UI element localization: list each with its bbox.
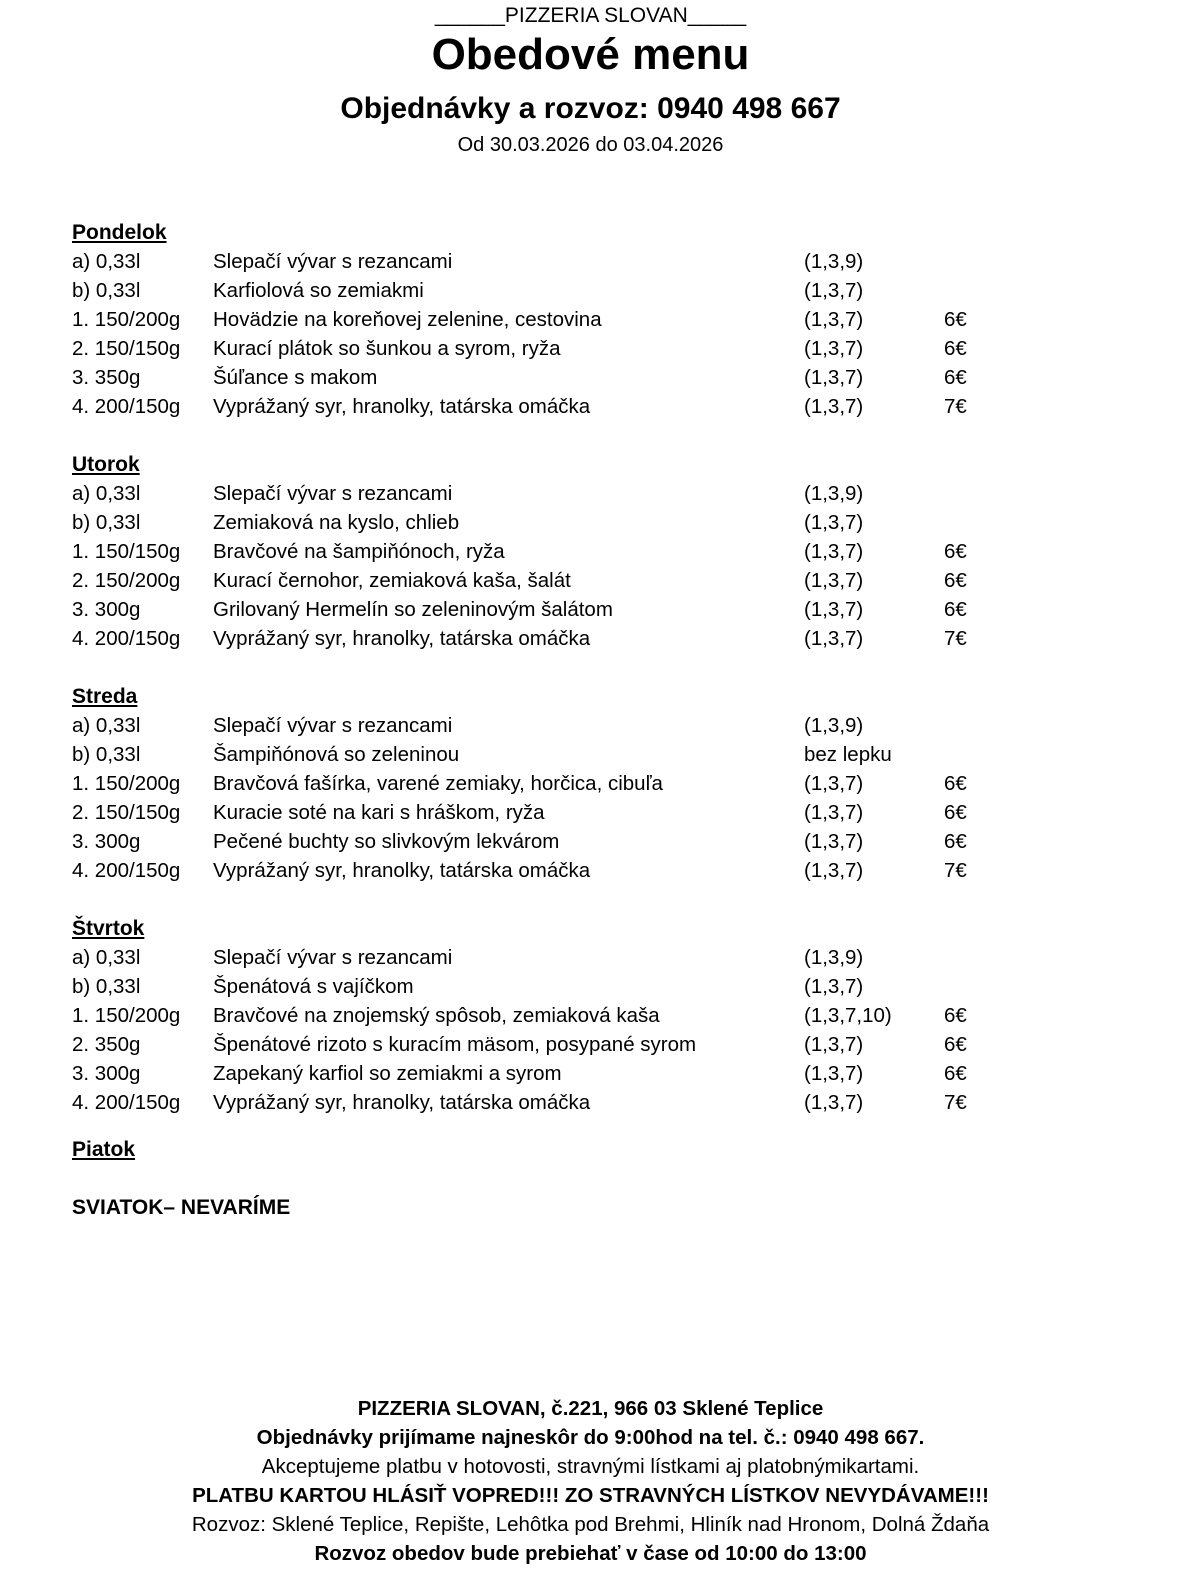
footer-hours: Rozvoz obedov bude prebiehať v čase od 10:00 do 13:00 — [314, 1542, 867, 1565]
allergens: (1,3,7) — [804, 1091, 864, 1114]
menu-item-row — [72, 508, 1112, 537]
brand-line: ______PIZZERIA SLOVAN_____ — [434, 4, 747, 27]
footer-orders: Objednávky prijímame najneskôr do 9:00hod na tel. č.: 0940 498 667. — [256, 1426, 925, 1449]
allergens: (1,3,7) — [804, 540, 864, 563]
allergens: (1,3,7) — [804, 337, 864, 360]
dish-name: Kuracie soté na kari s hráškom, ryža — [213, 801, 545, 824]
dish-name: Vyprážaný syr, hranolky, tatárska omáčka — [213, 395, 591, 418]
dish-name: Špenátová s vajíčkom — [213, 975, 414, 998]
portion: a) 0,33l — [72, 250, 141, 273]
portion: 3. 300g — [72, 830, 141, 853]
menu-item-row — [72, 1088, 1112, 1117]
portion: 3. 300g — [72, 598, 141, 621]
portion: 1. 150/200g — [72, 1004, 181, 1027]
day-name: Pondelok — [72, 221, 167, 244]
page-title: Obedové menu — [431, 30, 750, 79]
dish-name: Bravčová fašírka, varené zemiaky, horčica, cibuľa — [213, 772, 663, 795]
allergens: (1,3,7) — [804, 279, 864, 302]
dish-name: Grilovaný Hermelín so zeleninovým šalátom — [213, 598, 613, 621]
portion: 2. 150/150g — [72, 801, 181, 824]
price: 6€ — [944, 569, 967, 592]
dish-name: Slepačí vývar s rezancami — [213, 250, 453, 273]
menu-item-row — [72, 305, 1112, 334]
menu-item-row — [72, 276, 1112, 305]
date-range: Od 30.03.2026 do 03.04.2026 — [457, 134, 724, 156]
allergens: bez lepku — [804, 743, 892, 766]
menu-item-row — [72, 334, 1112, 363]
allergens: (1,3,7) — [804, 511, 864, 534]
footer — [0, 1394, 1181, 1568]
menu-item-row — [72, 798, 1112, 827]
portion: 1. 150/150g — [72, 540, 181, 563]
portion: a) 0,33l — [72, 482, 141, 505]
portion: a) 0,33l — [72, 946, 141, 969]
dish-name: Kurací plátok so šunkou a syrom, ryža — [213, 337, 561, 360]
holiday-note: SVIATOK– NEVARÍME — [72, 1196, 291, 1219]
dish-name: Pečené buchty so slivkovým lekvárom — [213, 830, 560, 853]
dish-name: Zemiaková na kyslo, chlieb — [213, 511, 460, 534]
day-name: Štvrtok — [72, 917, 145, 940]
price: 6€ — [944, 337, 967, 360]
allergens: (1,3,7,10) — [804, 1004, 892, 1027]
allergens: (1,3,7) — [804, 859, 864, 882]
allergens: (1,3,7) — [804, 801, 864, 824]
menu-item-row — [72, 363, 1112, 392]
price: 6€ — [944, 598, 967, 621]
allergens: (1,3,7) — [804, 569, 864, 592]
price: 6€ — [944, 1062, 967, 1085]
portion: 2. 150/150g — [72, 337, 181, 360]
menu-item-row — [72, 827, 1112, 856]
menu-item-row — [72, 1030, 1112, 1059]
allergens: (1,3,9) — [804, 714, 864, 737]
allergens: (1,3,7) — [804, 366, 864, 389]
price: 7€ — [944, 859, 967, 882]
menu-item-row — [72, 711, 1112, 740]
portion: 3. 350g — [72, 366, 141, 389]
footer-address: PIZZERIA SLOVAN, č.221, 966 03 Sklené Teplice — [357, 1397, 824, 1420]
menu-item-row — [72, 943, 1112, 972]
portion: 2. 350g — [72, 1033, 141, 1056]
price: 6€ — [944, 772, 967, 795]
portion: 2. 150/200g — [72, 569, 181, 592]
menu-item-row — [72, 1001, 1112, 1030]
menu-item-row — [72, 769, 1112, 798]
day-name: Piatok — [72, 1138, 136, 1161]
allergens: (1,3,7) — [804, 1062, 864, 1085]
portion: b) 0,33l — [72, 279, 141, 302]
price: 6€ — [944, 1033, 967, 1056]
footer-warning: PLATBU KARTOU HLÁSIŤ VOPRED!!! ZO STRAVNÝCH LÍSTKOV NEVYDÁVAME!!! — [192, 1484, 989, 1507]
dish-name: Slepačí vývar s rezancami — [213, 714, 453, 737]
day-section — [72, 682, 1112, 885]
price: 7€ — [944, 627, 967, 650]
price: 6€ — [944, 308, 967, 331]
portion: b) 0,33l — [72, 743, 141, 766]
price: 6€ — [944, 830, 967, 853]
price: 6€ — [944, 1004, 967, 1027]
price: 6€ — [944, 366, 967, 389]
menu-item-row — [72, 972, 1112, 1001]
dish-name: Bravčové na znojemský spôsob, zemiaková kaša — [213, 1004, 660, 1027]
allergens: (1,3,9) — [804, 946, 864, 969]
menu-item-row — [72, 740, 1112, 769]
footer-payment: Akceptujeme platbu v hotovosti, stravnými lístkami aj platobnýmikartami. — [261, 1455, 920, 1478]
dish-name: Vyprážaný syr, hranolky, tatárska omáčka — [213, 1091, 591, 1114]
menu-item-row — [72, 1059, 1112, 1088]
allergens: (1,3,7) — [804, 1033, 864, 1056]
price: 7€ — [944, 395, 967, 418]
menu-item-row — [72, 392, 1112, 421]
dish-name: Špenátové rizoto s kuracím mäsom, posypané syrom — [213, 1033, 697, 1056]
day-section — [72, 914, 1112, 1117]
weekly-menu — [72, 218, 1112, 1146]
dish-name: Slepačí vývar s rezancami — [213, 482, 453, 505]
allergens: (1,3,7) — [804, 975, 864, 998]
dish-name: Vyprážaný syr, hranolky, tatárska omáčka — [213, 627, 591, 650]
dish-name: Zapekaný karfiol so zemiakmi a syrom — [213, 1062, 562, 1085]
allergens: (1,3,9) — [804, 250, 864, 273]
dish-name: Hovädzie na koreňovej zelenine, cestovina — [213, 308, 602, 331]
portion: 3. 300g — [72, 1062, 141, 1085]
allergens: (1,3,7) — [804, 395, 864, 418]
day-name: Streda — [72, 685, 138, 708]
allergens: (1,3,7) — [804, 772, 864, 795]
portion: 4. 200/150g — [72, 1091, 181, 1114]
portion: b) 0,33l — [72, 511, 141, 534]
day-name: Utorok — [72, 453, 140, 476]
dish-name: Slepačí vývar s rezancami — [213, 946, 453, 969]
contact-line: Objednávky a rozvoz: 0940 498 667 — [340, 92, 841, 125]
dish-name: Šúľance s makom — [213, 366, 378, 389]
allergens: (1,3,7) — [804, 830, 864, 853]
footer-delivery: Rozvoz: Sklené Teplice, Repište, Lehôtka pod Brehmi, Hliník nad Hronom, Dolná Ždaňa — [191, 1513, 990, 1536]
menu-item-row — [72, 479, 1112, 508]
allergens: (1,3,9) — [804, 482, 864, 505]
portion: a) 0,33l — [72, 714, 141, 737]
allergens: (1,3,7) — [804, 627, 864, 650]
menu-item-row — [72, 624, 1112, 653]
portion: b) 0,33l — [72, 975, 141, 998]
price: 7€ — [944, 1091, 967, 1114]
menu-item-row — [72, 247, 1112, 276]
price: 6€ — [944, 540, 967, 563]
menu-item-row — [72, 856, 1112, 885]
allergens: (1,3,7) — [804, 308, 864, 331]
dish-name: Karfiolová so zemiakmi — [213, 279, 424, 302]
price: 6€ — [944, 801, 967, 824]
portion: 4. 200/150g — [72, 395, 181, 418]
menu-item-row — [72, 566, 1112, 595]
portion: 1. 150/200g — [72, 772, 181, 795]
day-section — [72, 218, 1112, 421]
portion: 4. 200/150g — [72, 859, 181, 882]
dish-name: Šampiňónová so zeleninou — [213, 743, 460, 766]
dish-name: Bravčové na šampiňónoch, ryža — [213, 540, 505, 563]
dish-name: Kurací černohor, zemiaková kaša, šalát — [213, 569, 571, 592]
portion: 4. 200/150g — [72, 627, 181, 650]
dish-name: Vyprážaný syr, hranolky, tatárska omáčka — [213, 859, 591, 882]
menu-item-row — [72, 595, 1112, 624]
friday-section — [72, 1138, 135, 1162]
menu-item-row — [72, 537, 1112, 566]
day-section — [72, 450, 1112, 653]
portion: 1. 150/200g — [72, 308, 181, 331]
allergens: (1,3,7) — [804, 598, 864, 621]
